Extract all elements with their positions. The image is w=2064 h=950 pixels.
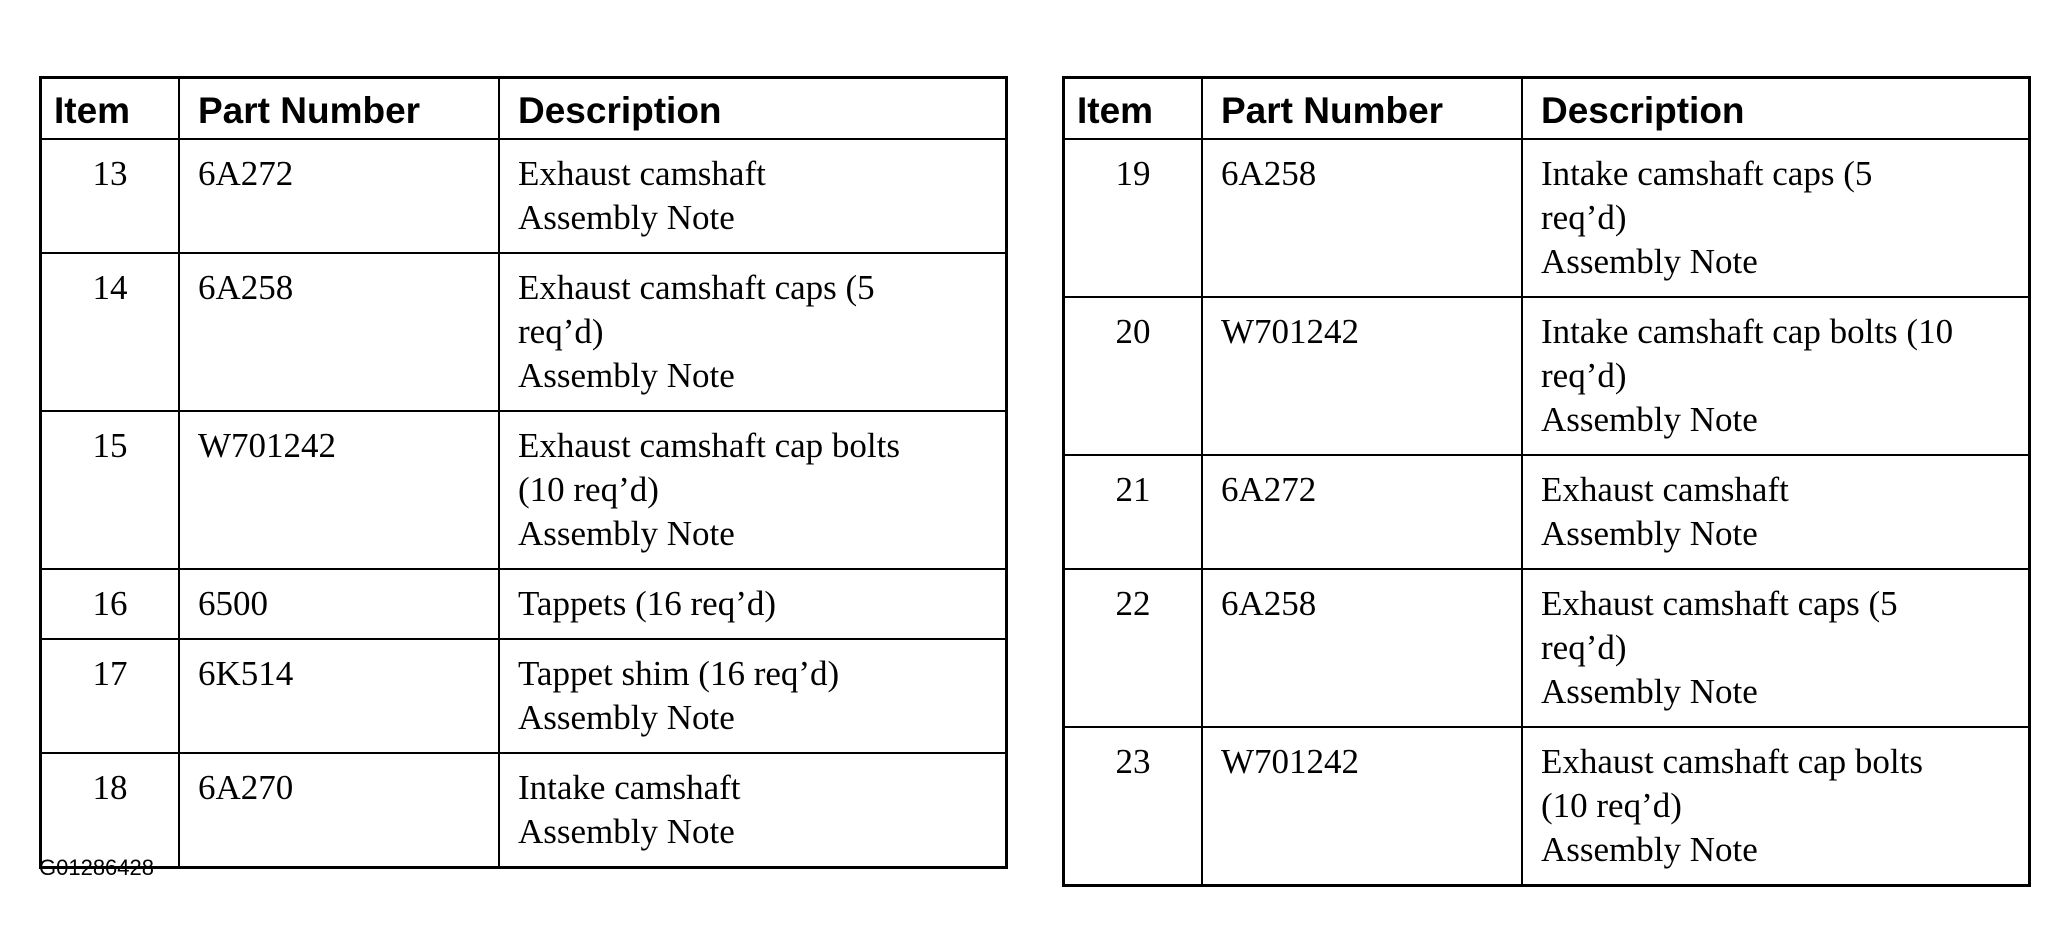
column-header-item: Item: [41, 78, 180, 140]
column-header-item: Item: [1064, 78, 1203, 140]
table-row: [1064, 139, 2030, 297]
description-line: Exhaust camshaft: [518, 154, 766, 193]
item-cell: 16: [41, 569, 180, 639]
description-cell: [499, 569, 1007, 639]
description-cell: [1522, 297, 2030, 455]
item-cell: 19: [1064, 139, 1203, 297]
description-line: Exhaust camshaft: [1541, 470, 1789, 509]
part-number-cell: 6A272: [1202, 455, 1522, 569]
description-line: Intake camshaft caps (5: [1541, 154, 1873, 193]
description-line: Tappets (16 req’d): [518, 584, 777, 623]
table-row: [41, 639, 1007, 753]
description-line: Assembly Note: [518, 198, 735, 237]
table-row: [1064, 727, 2030, 886]
description-line: Assembly Note: [1541, 400, 1758, 439]
item-cell: 18: [41, 753, 180, 868]
item-cell: 14: [41, 253, 180, 411]
description-line: Assembly Note: [1541, 514, 1758, 553]
part-number-cell: 6A258: [179, 253, 499, 411]
description-line: Exhaust camshaft caps (5: [518, 268, 875, 307]
description-line: req’d): [1541, 628, 1627, 667]
description-line: Assembly Note: [518, 698, 735, 737]
description-line: req’d): [518, 312, 604, 351]
description-cell: [1522, 569, 2030, 727]
column-header-description: Description: [1522, 78, 2030, 140]
part-number-cell: W701242: [179, 411, 499, 569]
part-number-cell: W701242: [1202, 727, 1522, 886]
table-body: [41, 139, 1007, 868]
table-row: [41, 253, 1007, 411]
parts-table-left: [39, 76, 1008, 869]
item-cell: 13: [41, 139, 180, 253]
description-line: (10 req’d): [1541, 786, 1682, 825]
column-header-description: Description: [499, 78, 1007, 140]
item-cell: 20: [1064, 297, 1203, 455]
description-line: Assembly Note: [518, 514, 735, 553]
part-number-cell: 6A258: [1202, 139, 1522, 297]
description-line: Assembly Note: [518, 812, 735, 851]
table-header-row: [1064, 78, 2030, 140]
description-cell: [499, 753, 1007, 868]
column-header-part-number: Part Number: [1202, 78, 1522, 140]
column-header-part-number: Part Number: [179, 78, 499, 140]
description-line: req’d): [1541, 198, 1627, 237]
table-body: [1064, 139, 2030, 886]
table-row: [41, 569, 1007, 639]
description-line: Assembly Note: [1541, 242, 1758, 281]
description-line: Assembly Note: [1541, 830, 1758, 869]
description-cell: [499, 639, 1007, 753]
description-line: Exhaust camshaft cap bolts: [1541, 742, 1923, 781]
description-cell: [1522, 727, 2030, 886]
description-line: (10 req’d): [518, 470, 659, 509]
table-row: [1064, 455, 2030, 569]
table-row: [41, 139, 1007, 253]
part-number-cell: W701242: [1202, 297, 1522, 455]
description-line: Assembly Note: [518, 356, 735, 395]
description-line: Assembly Note: [1541, 672, 1758, 711]
part-number-cell: 6K514: [179, 639, 499, 753]
item-cell: 15: [41, 411, 180, 569]
item-cell: 21: [1064, 455, 1203, 569]
description-cell: [1522, 455, 2030, 569]
table-row: [1064, 297, 2030, 455]
part-number-cell: 6A258: [1202, 569, 1522, 727]
table-row: [41, 411, 1007, 569]
table-header-row: [41, 78, 1007, 140]
description-cell: [499, 253, 1007, 411]
item-cell: 17: [41, 639, 180, 753]
item-cell: 22: [1064, 569, 1203, 727]
description-cell: [1522, 139, 2030, 297]
table-row: [41, 753, 1007, 868]
description-line: Tappet shim (16 req’d): [518, 654, 840, 693]
part-number-cell: 6A272: [179, 139, 499, 253]
figure-id-label: G01286428: [39, 855, 154, 880]
item-cell: 23: [1064, 727, 1203, 886]
description-line: Exhaust camshaft caps (5: [1541, 584, 1898, 623]
parts-table-right: [1062, 76, 2031, 887]
description-line: Exhaust camshaft cap bolts: [518, 426, 900, 465]
description-line: Intake camshaft cap bolts (10: [1541, 312, 1954, 351]
description-line: Intake camshaft: [518, 768, 741, 807]
description-cell: [499, 139, 1007, 253]
part-number-cell: 6A270: [179, 753, 499, 868]
description-line: req’d): [1541, 356, 1627, 395]
description-cell: [499, 411, 1007, 569]
table-row: [1064, 569, 2030, 727]
part-number-cell: 6500: [179, 569, 499, 639]
